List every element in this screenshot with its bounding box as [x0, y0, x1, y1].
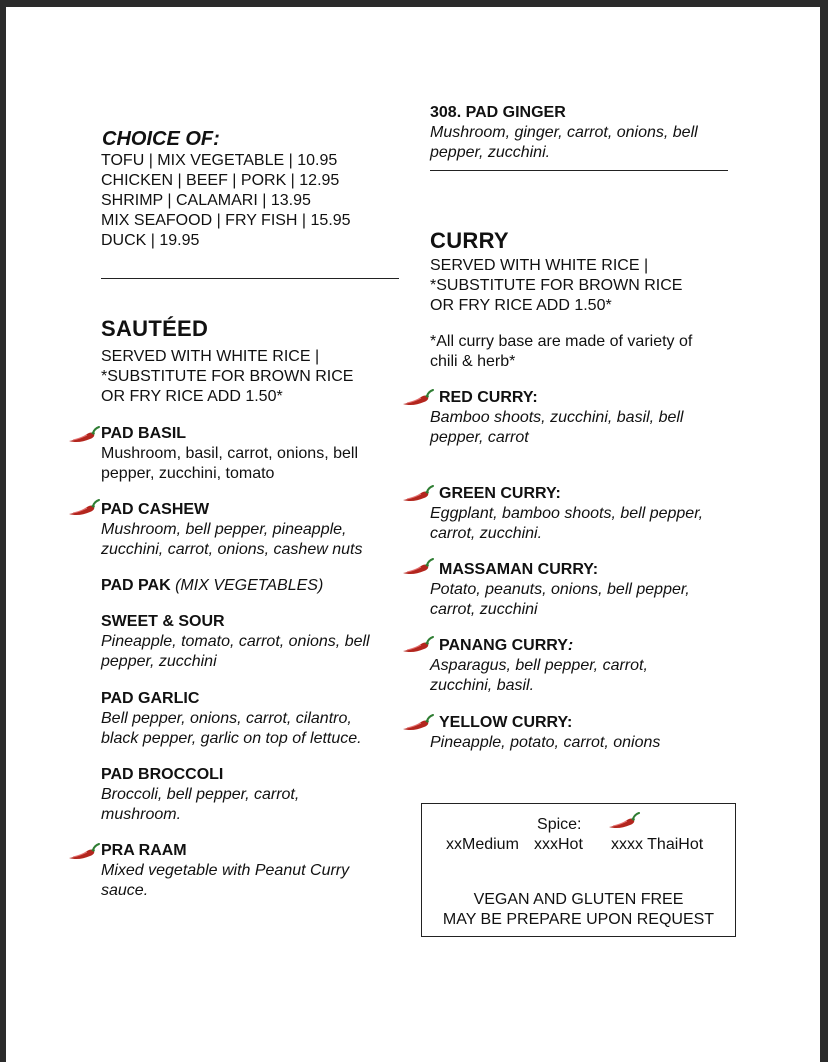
spice-level: xxMedium: [446, 836, 519, 853]
sauteed-served-note: SERVED WITH WHITE RICE | *SUBSTITUTE FOR BROWN RICE OR FRY RICE ADD 1.50*: [101, 348, 354, 405]
price-line: DUCK | 19.95: [101, 232, 200, 249]
item-name: YELLOW CURRY:: [439, 714, 573, 731]
menu-item: GREEN CURRY: Eggplant, bamboo shoots, bell pepper, carrot, zucchini.: [430, 484, 740, 544]
item-name-suffix: (MIX VEGETABLES): [175, 577, 324, 594]
item-name: PRA RAAM: [101, 842, 187, 859]
chili-pepper-icon: [67, 497, 101, 519]
item-name: PAD BROCCOLI: [101, 766, 224, 783]
item-name: PAD GARLIC: [101, 690, 200, 707]
chili-pepper-icon: [607, 810, 641, 832]
spice-label: Spice:: [537, 816, 582, 833]
item-name: MASSAMAN CURRY:: [439, 561, 599, 578]
divider: [430, 170, 728, 171]
item-name: PANANG CURRY: [439, 637, 568, 654]
item-name: PAD CASHEW: [101, 501, 210, 518]
item-name: 308. PAD GINGER: [430, 104, 566, 121]
choice-heading: CHOICE OF:: [102, 128, 220, 150]
menu-item: YELLOW CURRY: Pineapple, potato, carrot, onions: [430, 713, 740, 753]
chili-pepper-icon: [401, 483, 435, 505]
item-name: PAD PAK: [101, 577, 171, 594]
spice-level: xxxx ThaiHot: [611, 836, 704, 853]
curry-heading: CURRY: [430, 228, 509, 253]
menu-item: RED CURRY: Bamboo shoots, zucchini, basil, bell pepper, carrot: [430, 388, 740, 448]
item-name: RED CURRY:: [439, 389, 538, 406]
menu-item: PAD GARLIC Bell pepper, onions, carrot, cilantro, black pepper, garlic on top of lettuce.: [101, 689, 401, 749]
menu-item: PAD CASHEW Mushroom, bell pepper, pineapple, zucchini, carrot, onions, cashew nuts: [101, 500, 401, 560]
chili-pepper-icon: [401, 556, 435, 578]
menu-item: PAD BASIL Mushroom, basil, carrot, onions, bell pepper, zucchini, tomato: [101, 424, 401, 484]
spice-legend-box: [421, 803, 736, 937]
menu-item: MASSAMAN CURRY: Potato, peanuts, onions, bell pepper, carrot, zucchini: [430, 560, 740, 620]
spice-level: xxxHot: [534, 836, 583, 853]
menu-item: SWEET & SOUR Pineapple, tomato, carrot, onions, bell pepper, zucchini: [101, 612, 401, 672]
menu-item: 308. PAD GINGER Mushroom, ginger, carrot, onions, bell pepper, zucchini.: [430, 103, 740, 163]
item-name-suffix: :: [567, 637, 574, 654]
item-name: PAD BASIL: [101, 425, 187, 442]
menu-item: PRA RAAM Mixed vegetable with Peanut Curry sauce.: [101, 841, 401, 901]
sauteed-heading: SAUTÉED: [101, 316, 209, 341]
price-line: CHICKEN | BEEF | PORK | 12.95: [101, 172, 340, 189]
price-line: TOFU | MIX VEGETABLE | 10.95: [101, 152, 338, 169]
chili-pepper-icon: [67, 841, 101, 863]
divider: [101, 278, 399, 279]
chili-pepper-icon: [401, 634, 435, 656]
menu-item: PAD BROCCOLI Broccoli, bell pepper, carrot, mushroom.: [101, 765, 401, 825]
curry-served-note: SERVED WITH WHITE RICE | *SUBSTITUTE FOR BROWN RICE OR FRY RICE ADD 1.50*: [430, 257, 683, 314]
curry-base-note: *All curry base are made of variety of chili & herb*: [430, 333, 693, 370]
choice-price-list: [101, 151, 351, 251]
price-line: SHRIMP | CALAMARI | 13.95: [101, 192, 311, 209]
price-line: MIX SEAFOOD | FRY FISH | 15.95: [101, 212, 351, 229]
chili-pepper-icon: [401, 712, 435, 734]
item-name: SWEET & SOUR: [101, 613, 225, 630]
vegan-note: VEGAN AND GLUTEN FREE MAY BE PREPARE UPON REQUEST: [442, 891, 715, 928]
menu-item: [101, 576, 401, 596]
menu-item: PANANG CURRY: Asparagus, bell pepper, carrot, zucchini, basil.: [430, 637, 648, 694]
menu-page: [6, 7, 820, 1062]
chili-pepper-icon: [401, 387, 435, 409]
item-name: GREEN CURRY:: [439, 485, 561, 502]
chili-pepper-icon: [67, 424, 101, 446]
